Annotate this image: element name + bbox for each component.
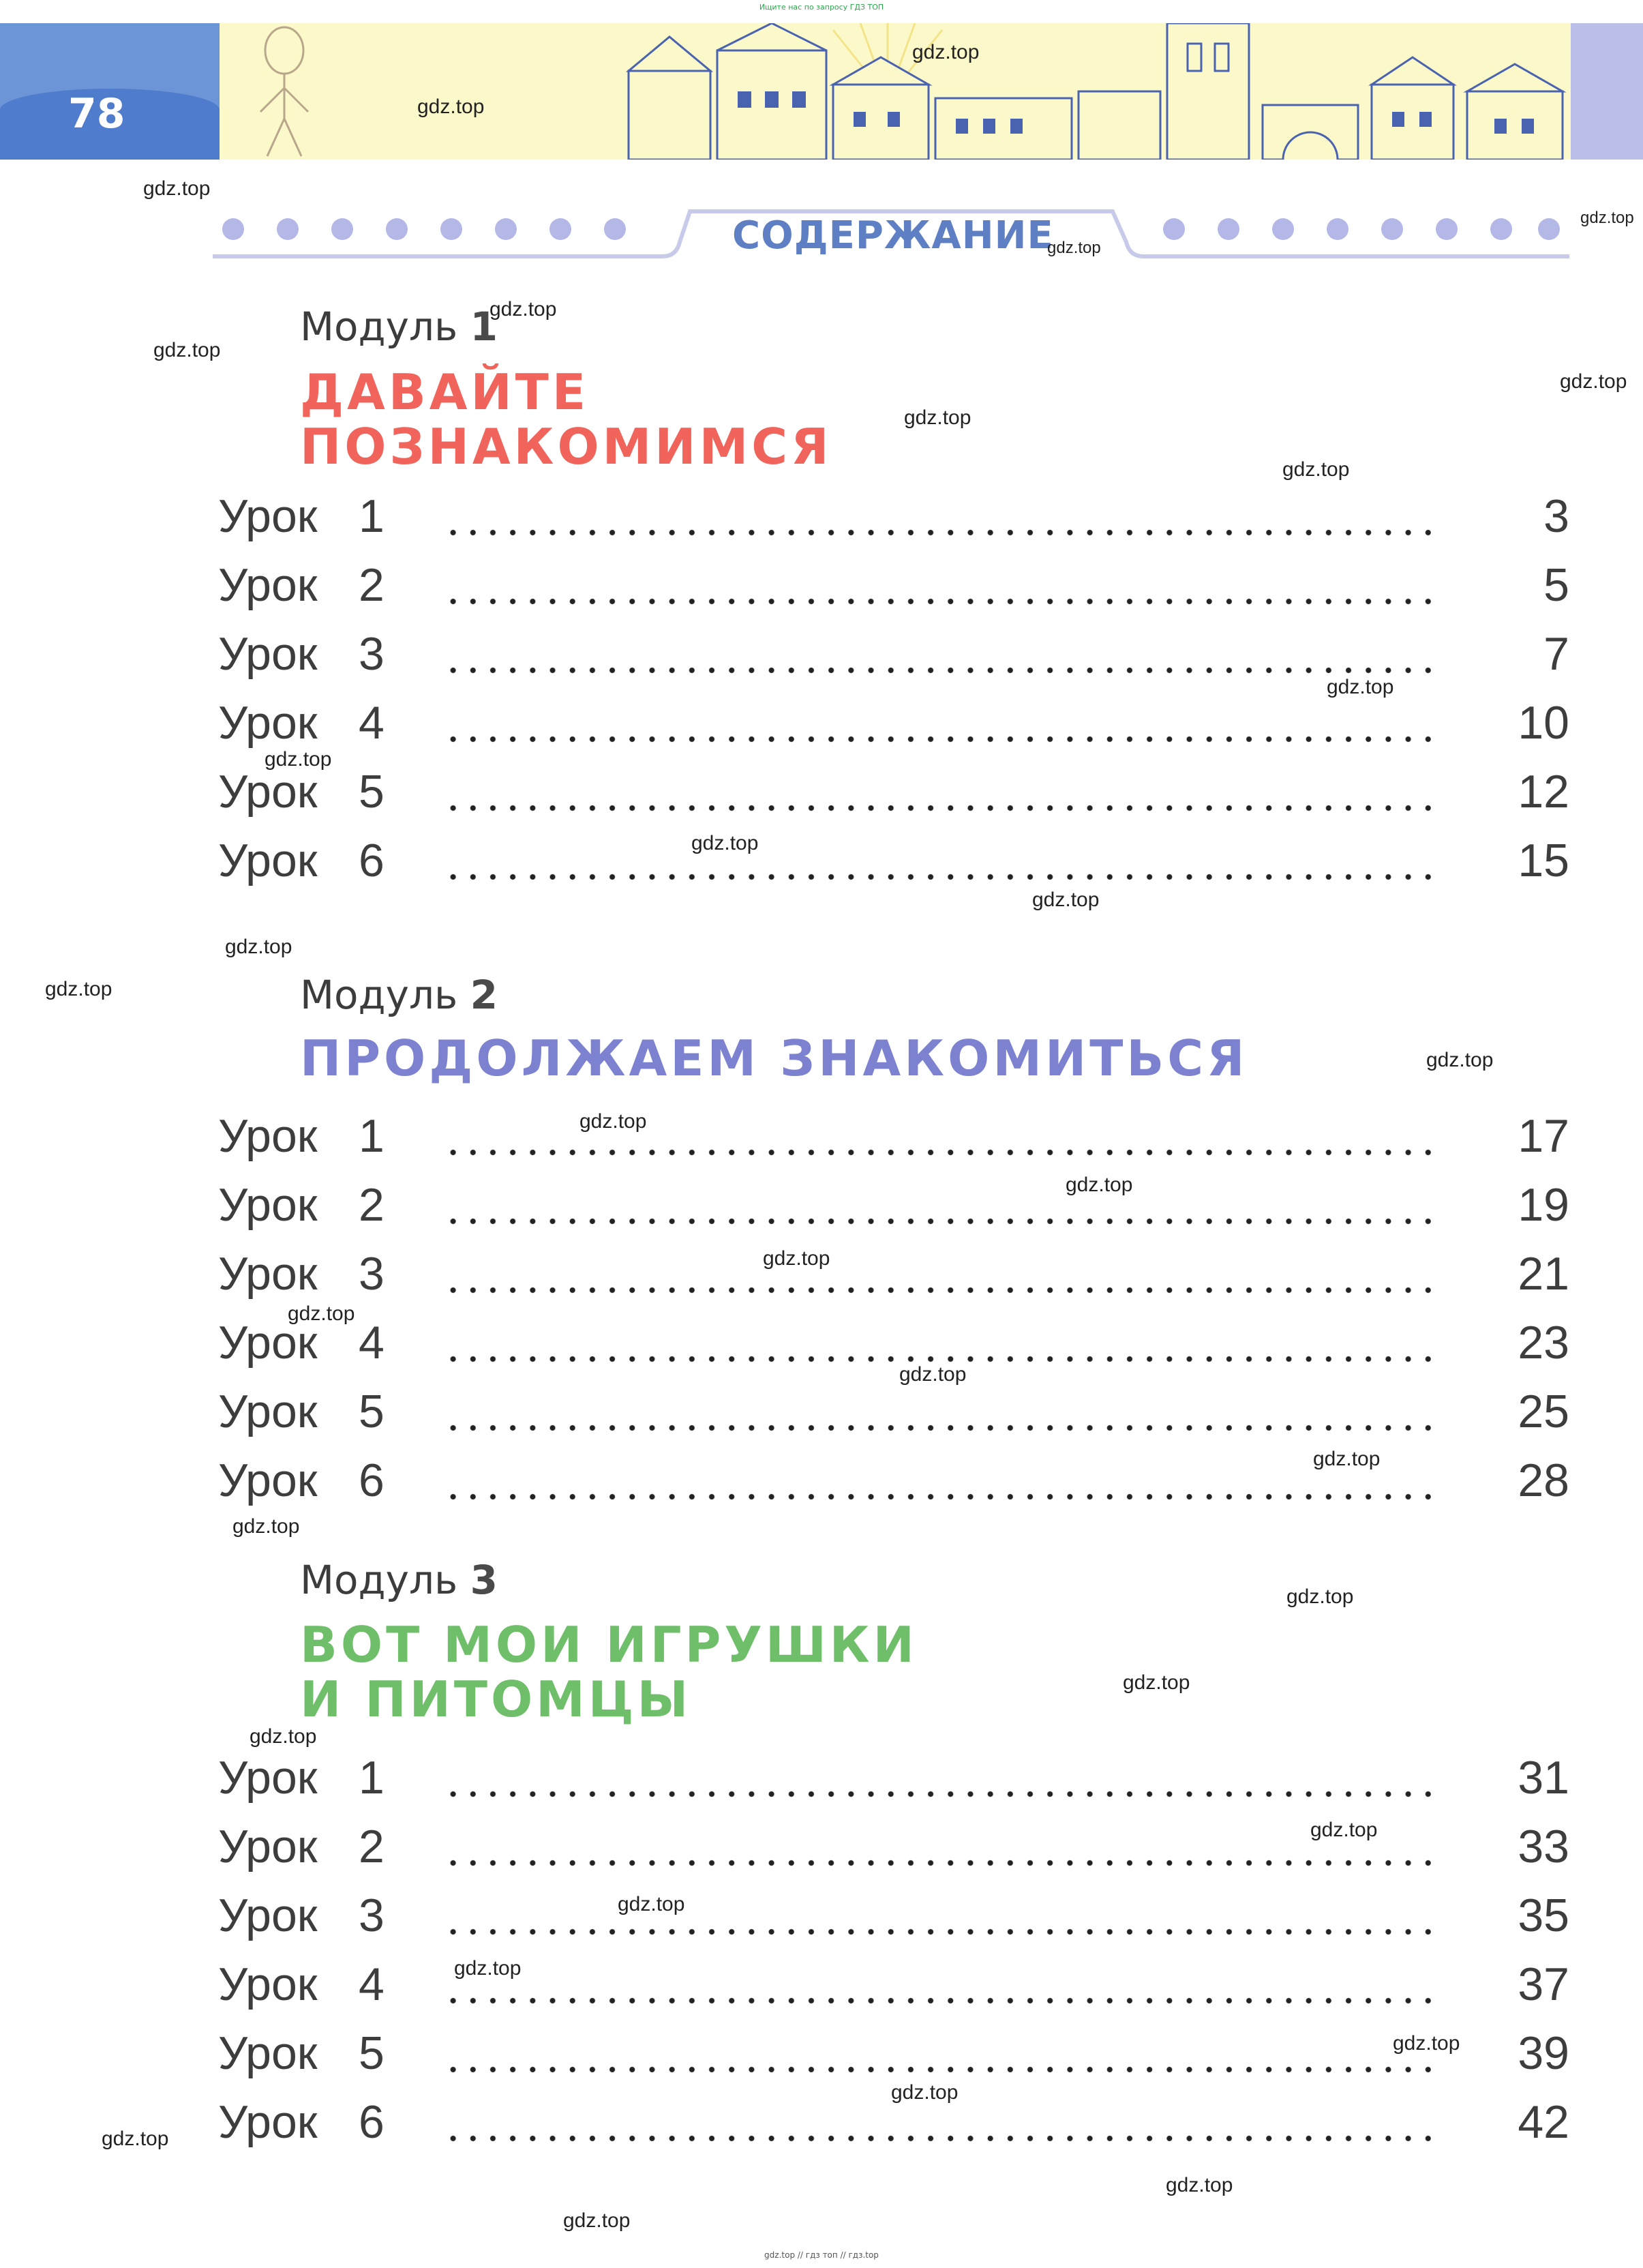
dot-leader xyxy=(443,874,1438,880)
toc-entry[interactable] xyxy=(218,1958,1569,2012)
lesson-word: Урок xyxy=(218,1752,318,1804)
header-right-block xyxy=(1571,23,1643,160)
watermark: gdz.top xyxy=(1393,2032,1460,2055)
module-title-line: ВОТ МОИ ИГРУШКИ xyxy=(300,1616,918,1673)
watermark: gdz.top xyxy=(1580,209,1634,227)
dot-leader xyxy=(443,1356,1438,1362)
watermark: gdz.top xyxy=(563,2209,631,2232)
toc-entry[interactable] xyxy=(218,558,1569,613)
watermark: gdz.top xyxy=(1166,2174,1233,2196)
watermark: gdz.top xyxy=(102,2128,169,2150)
watermark: gdz.top xyxy=(232,1515,300,1538)
lesson-number: 5 xyxy=(359,766,385,818)
watermark: gdz.top xyxy=(1327,676,1394,698)
module-2-title xyxy=(300,1031,1248,1086)
page-ref: 5 xyxy=(1543,559,1569,611)
watermark: gdz.top xyxy=(912,41,980,63)
module-title-line: И ПИТОМЦЫ xyxy=(300,1671,692,1728)
page-ref: 21 xyxy=(1518,1248,1569,1300)
watermark: gdz.top xyxy=(904,406,971,429)
toc-entry[interactable] xyxy=(218,1385,1569,1439)
watermark: gdz.top xyxy=(1426,1049,1494,1071)
watermark: gdz.top xyxy=(1310,1819,1378,1841)
module-title-line: ПРОДОЛЖАЕМ ЗНАКОМИТЬСЯ xyxy=(300,1030,1248,1087)
watermark: gdz.top xyxy=(143,177,211,200)
toc-entry[interactable] xyxy=(218,834,1569,889)
watermark: gdz.top xyxy=(1047,239,1101,257)
contents-title: СОДЕРЖАНИЕ xyxy=(732,213,1054,258)
page-ref: 19 xyxy=(1518,1179,1569,1231)
module-title-line: ДАВАЙТЕ xyxy=(300,363,590,421)
dot-leader xyxy=(443,805,1438,811)
lesson-word: Урок xyxy=(218,697,318,749)
dot-leader xyxy=(443,1287,1438,1294)
lesson-word: Урок xyxy=(218,766,318,818)
lesson-number: 2 xyxy=(359,1179,385,1231)
lesson-word: Урок xyxy=(218,835,318,886)
dot-leader xyxy=(443,2066,1438,2073)
watermark: gdz.top xyxy=(225,936,292,958)
watermark: gdz.top xyxy=(1313,1448,1381,1470)
module-1-title xyxy=(300,365,832,474)
lesson-word: Урок xyxy=(218,1317,318,1369)
toc-entry[interactable] xyxy=(218,1751,1569,1806)
dot-leader xyxy=(443,1791,1438,1797)
dot-leader xyxy=(443,1149,1438,1156)
toc-entry[interactable] xyxy=(218,490,1569,544)
watermark: gdz.top xyxy=(891,2081,959,2104)
module-2-label xyxy=(300,972,498,1018)
lesson-number: 3 xyxy=(359,628,385,680)
toc-entry[interactable] xyxy=(218,2027,1569,2081)
watermark: gdz.top xyxy=(1286,1585,1354,1608)
watermark: gdz.top xyxy=(153,339,221,361)
module-3-title xyxy=(300,1617,918,1727)
lesson-word: Урок xyxy=(218,1958,318,2010)
lesson-number: 4 xyxy=(359,697,385,749)
town-illustration-strip xyxy=(220,23,1571,160)
watermark: gdz.top xyxy=(691,832,759,854)
lesson-word: Урок xyxy=(218,2096,318,2148)
page-number-tab xyxy=(0,23,220,160)
dot-leader xyxy=(443,1424,1438,1431)
module-label-word: Модуль xyxy=(300,303,458,350)
page-ref: 7 xyxy=(1543,628,1569,680)
lesson-number: 5 xyxy=(359,1386,385,1437)
lesson-word: Урок xyxy=(218,559,318,611)
lesson-number: 2 xyxy=(359,559,385,611)
toc-entry[interactable] xyxy=(218,1178,1569,1233)
lesson-number: 2 xyxy=(359,1821,385,1872)
toc-entry[interactable] xyxy=(218,1247,1569,1302)
watermark: gdz.top xyxy=(417,95,485,118)
dot-leader xyxy=(443,736,1438,743)
lesson-word: Урок xyxy=(218,1890,318,1941)
toc-entry[interactable] xyxy=(218,765,1569,820)
dot-leader xyxy=(443,598,1438,605)
module-number: 3 xyxy=(470,1557,498,1603)
dot-leader xyxy=(443,1997,1438,2004)
page-ref: 10 xyxy=(1518,697,1569,749)
lesson-number: 3 xyxy=(359,1890,385,1941)
lesson-number: 6 xyxy=(359,1454,385,1506)
lesson-number: 1 xyxy=(359,1110,385,1162)
lesson-number: 6 xyxy=(359,2096,385,2148)
watermark: gdz.top xyxy=(1032,889,1100,911)
module-number: 2 xyxy=(470,972,498,1018)
lesson-word: Урок xyxy=(218,1179,318,1231)
dot-leader xyxy=(443,1493,1438,1500)
toc-entry[interactable] xyxy=(218,1316,1569,1371)
page-ref: 25 xyxy=(1518,1386,1569,1437)
module-number: 1 xyxy=(470,303,498,350)
watermark: gdz.top xyxy=(579,1110,647,1133)
module-title-line: ПОЗНАКОМИМСЯ xyxy=(300,418,832,475)
module-label-word: Модуль xyxy=(300,1557,458,1603)
toc-entry[interactable] xyxy=(218,1109,1569,1164)
dot-leader xyxy=(443,2135,1438,2142)
lesson-number: 6 xyxy=(359,835,385,886)
page-ref: 39 xyxy=(1518,2027,1569,2079)
module-1-label xyxy=(300,303,498,350)
watermark: gdz.top xyxy=(250,1725,317,1748)
page-ref: 23 xyxy=(1518,1317,1569,1369)
watermark: gdz.top xyxy=(763,1247,830,1270)
watermark: gdz.top xyxy=(288,1302,355,1325)
lesson-number: 4 xyxy=(359,1317,385,1369)
watermark: gdz.top xyxy=(1560,370,1627,393)
lesson-word: Урок xyxy=(218,1248,318,1300)
page-ref: 37 xyxy=(1518,1958,1569,2010)
dot-leader xyxy=(443,1860,1438,1866)
module-label-word: Модуль xyxy=(300,972,458,1018)
module-3-label xyxy=(300,1557,498,1603)
bottom-hint: gdz.top // гдз топ // гдз.top xyxy=(764,2250,879,2260)
page-ref: 33 xyxy=(1518,1821,1569,1872)
lesson-word: Урок xyxy=(218,1454,318,1506)
toc-entry[interactable] xyxy=(218,627,1569,682)
lesson-number: 1 xyxy=(359,490,385,542)
dot-leader xyxy=(443,529,1438,536)
watermark: gdz.top xyxy=(899,1363,967,1386)
lesson-word: Урок xyxy=(218,1110,318,1162)
lesson-word: Урок xyxy=(218,2027,318,2079)
lesson-word: Урок xyxy=(218,1821,318,1872)
watermark: gdz.top xyxy=(1282,458,1350,481)
watermark: gdz.top xyxy=(1123,1671,1190,1694)
watermark: gdz.top xyxy=(45,978,112,1000)
dot-leader xyxy=(443,1928,1438,1935)
lesson-word: Урок xyxy=(218,490,318,542)
lesson-word: Урок xyxy=(218,1386,318,1437)
character-figure xyxy=(260,27,308,156)
page-ref: 31 xyxy=(1518,1752,1569,1804)
dot-leader xyxy=(443,1218,1438,1225)
watermark: gdz.top xyxy=(618,1893,685,1915)
page-ref: 35 xyxy=(1518,1890,1569,1941)
watermark: gdz.top xyxy=(1066,1174,1133,1196)
toc-entry[interactable] xyxy=(218,1889,1569,1943)
page-ref: 15 xyxy=(1518,835,1569,886)
page-ref: 3 xyxy=(1543,490,1569,542)
town-illustration xyxy=(220,23,1571,160)
page-ref: 12 xyxy=(1518,766,1569,818)
lesson-number: 4 xyxy=(359,1958,385,2010)
lesson-number: 3 xyxy=(359,1248,385,1300)
top-hint: Ищите нас по запросу ГДЗ ТОП xyxy=(759,3,884,12)
lesson-word: Урок xyxy=(218,628,318,680)
toc-entry[interactable] xyxy=(218,696,1569,751)
watermark: gdz.top xyxy=(454,1957,522,1980)
page-number: 78 xyxy=(68,90,125,138)
lesson-number: 1 xyxy=(359,1752,385,1804)
lesson-number: 5 xyxy=(359,2027,385,2079)
watermark: gdz.top xyxy=(489,298,557,320)
page-ref: 28 xyxy=(1518,1454,1569,1506)
dot-leader xyxy=(443,667,1438,674)
page-header xyxy=(0,23,1643,160)
page-ref: 42 xyxy=(1518,2096,1569,2148)
page-ref: 17 xyxy=(1518,1110,1569,1162)
watermark: gdz.top xyxy=(265,748,332,771)
